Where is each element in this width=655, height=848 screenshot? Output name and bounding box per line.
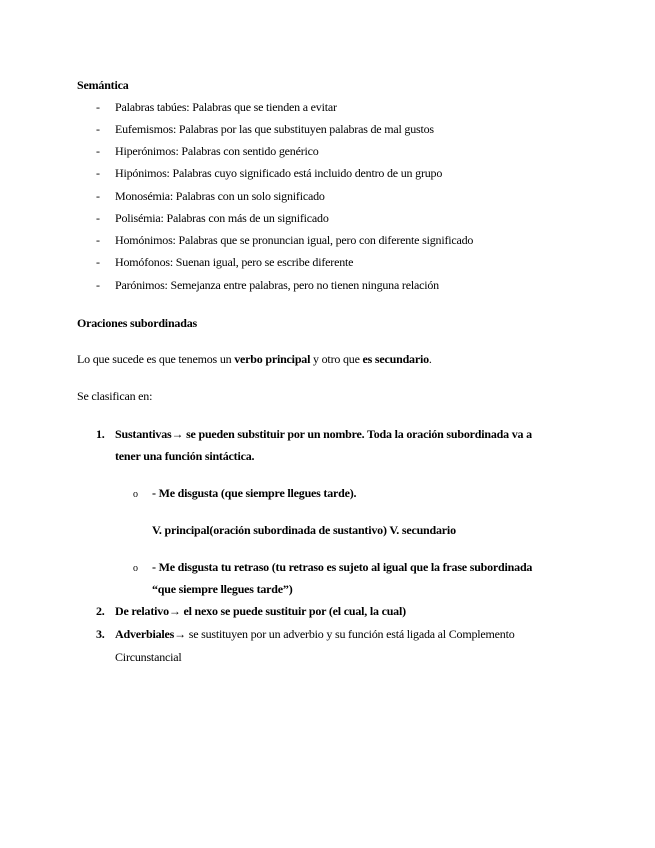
relativo-line: De relativo→ el nexo se puede sustituir por (el cual, la cual) [115, 604, 406, 618]
semantica-heading: Semántica [77, 78, 129, 92]
clasifican-paragraph: Se clasifican en: [77, 389, 153, 403]
list-item: Hiperónimos: Palabras con sentido genérico [115, 144, 319, 158]
list-item: Hipónimos: Palabras cuyo significado está incluido dentro de un grupo [115, 166, 443, 180]
adverbiales-line2: Circunstancial [115, 650, 182, 664]
document-page: Semántica - Palabras tabúes: Palabras que se tienden a evitar - Eufemismos: Palabras por las que substituyen palabras de mal gustos - Hiperónimos: Palabras con sentido genérico - Hipónimos: Palabras cuyo significado está incluido dentro de un grupo - Monosémia: Palabras con un solo significado - Polisémia: Palabras con más de un significado - Homónimos: Palabras que se pronuncian igual, pero con diferente significado - Homófonos: Suenan igual, pero se escribe diferente - Parónimos: Semejanza entre palabras, pero no tienen ninguna relación Oraciones subordinadas Lo que sucede es que tenemos un verbo principal y otro que es secundario. Se clasifican en: 1. Sustantivas→ se pueden substituir por un nombre. Toda la oración subordinada va a tener una función sintáctica. o - Me disgusta (que siempre llegues tarde). V. principal(oración subordinada de sustantivo) V. secundario o - Me disgusta tu retraso (tu retraso es sujeto al igual que la frase subordinada “que siempre llegues tarde”) 2. De relativo→ el nexo se puede sustituir por (el cual, la cual) 3. Adverbiales→ se sustituyen por un adverbio y su función está ligada al Complemento Circunstancial [77, 78, 533, 664]
list-item: Homónimos: Palabras que se pronuncian igual, pero con diferente significado [115, 233, 474, 247]
bullet-circle: o [133, 563, 138, 574]
list-number: 3. [96, 627, 105, 641]
sustantivas-line1: Sustantivas→ se pueden substituir por un nombre. Toda la oración subordinada va a [115, 427, 532, 441]
example-2-line1: - Me disgusta tu retraso (tu retraso es sujeto al igual que la frase subordinada [152, 560, 533, 574]
sustantivas-line2: tener una función sintáctica. [115, 449, 255, 463]
intro-paragraph: Lo que sucede es que tenemos un verbo principal y otro que es secundario. [77, 352, 432, 366]
adverbiales-line1: Adverbiales→ se sustituyen por un adverbio y su función está ligada al Complemento [115, 627, 515, 641]
example-1-note: V. principal(oración subordinada de sustantivo) V. secundario [152, 523, 456, 537]
example-2-line2: “que siempre llegues tarde”) [152, 582, 293, 596]
example-1: - Me disgusta (que siempre llegues tarde). [152, 486, 357, 500]
list-item: Eufemismos: Palabras por las que substituyen palabras de mal gustos [115, 122, 434, 136]
list-item: Polisémia: Palabras con más de un significado [115, 211, 329, 225]
list-item: Homófonos: Suenan igual, pero se escribe diferente [115, 255, 354, 269]
list-number: 1. [96, 427, 105, 441]
list-item: Parónimos: Semejanza entre palabras, pero no tienen ninguna relación [115, 278, 439, 292]
list-item: Palabras tabúes: Palabras que se tienden a evitar [115, 100, 337, 114]
oraciones-heading: Oraciones subordinadas [77, 316, 197, 330]
bullet-circle: o [133, 489, 138, 500]
list-number: 2. [96, 604, 105, 618]
list-item: Monosémia: Palabras con un solo significado [115, 189, 325, 203]
